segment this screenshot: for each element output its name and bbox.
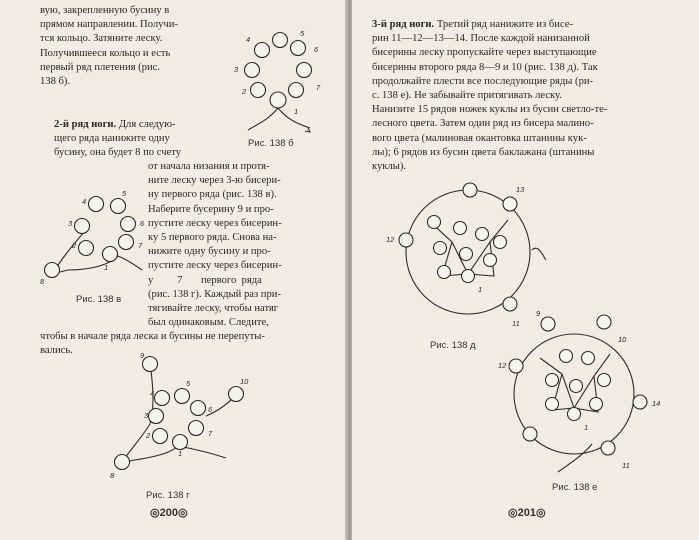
- row2-heading: 2-й ряд ноги.: [54, 119, 117, 130]
- bead: [229, 387, 244, 402]
- row2-paragraph-top: [54, 118, 181, 161]
- thread-line: [532, 248, 546, 260]
- left-page: [0, 0, 347, 540]
- bead: [115, 455, 130, 470]
- bead: [568, 408, 581, 421]
- bead-number: 7: [138, 241, 143, 250]
- text-line: куклы).: [372, 161, 407, 173]
- text-line: пустите леску через бисерин-: [148, 217, 282, 229]
- text-line: Получившееся кольцо и есть: [40, 47, 171, 59]
- bead: [541, 317, 555, 331]
- text-line: бусину, она будет 8 по счету: [54, 147, 182, 159]
- text-line: пустите леску через бисерин-: [148, 260, 282, 272]
- bead-number: 5: [122, 189, 127, 198]
- bead: [245, 63, 260, 78]
- bead: [273, 33, 288, 48]
- text-line: рин 11—12—13—14. После каждой нанизанной: [372, 33, 590, 45]
- bead: [494, 236, 507, 249]
- bead: [438, 266, 451, 279]
- bead: [289, 83, 304, 98]
- bead: [191, 401, 206, 416]
- bead: [546, 398, 559, 411]
- figure-138v-diagram: [38, 190, 148, 290]
- text-line: ку 5 первого ряда. Снова на-: [148, 232, 277, 244]
- page-number: ◎201◎: [508, 507, 546, 519]
- bead: [460, 248, 473, 261]
- text-line: Наберите бусерину 9 и про-: [148, 203, 274, 215]
- bead-number: 9: [140, 351, 145, 360]
- text-line: бисерины леску пропускайте через выступающие: [372, 47, 597, 59]
- bead: [484, 254, 497, 267]
- text-line: ну первого ряда (рис. 138 в).: [148, 189, 277, 201]
- bead: [523, 427, 537, 441]
- bead: [476, 228, 489, 241]
- bead: [149, 409, 164, 424]
- bead-number: 5: [186, 379, 191, 388]
- bead: [509, 359, 523, 373]
- bead: [601, 441, 615, 455]
- bead-number: 2: [146, 431, 151, 440]
- intro-paragraph: [40, 4, 178, 89]
- bead-number: 14: [652, 399, 661, 408]
- caption-fig-138d: Рис. 138 д: [430, 340, 476, 351]
- bead-number: 3: [234, 65, 239, 74]
- bead-number: 13: [516, 185, 525, 194]
- text-line: ните леску через 3-ю бисери-: [148, 175, 281, 187]
- thread-line: [248, 108, 310, 130]
- text-line: тягивайте леску, чтобы натяг: [148, 303, 279, 315]
- bead-number: 11: [512, 319, 520, 328]
- bead: [546, 374, 559, 387]
- text-line: вую, закрепленную бусину в: [40, 5, 170, 16]
- text-line: вались.: [40, 345, 73, 357]
- bead: [570, 380, 583, 393]
- bead: [255, 43, 270, 58]
- bead: [462, 270, 475, 283]
- text-line: 138 б).: [40, 76, 71, 88]
- bead: [582, 352, 595, 365]
- bead: [598, 374, 611, 387]
- bead-number: 4: [82, 197, 87, 206]
- text-line: щего ряда нанижите одну: [54, 133, 170, 145]
- text-line: чтобы в начале ряда леска и бусины не перепуты-: [40, 331, 265, 342]
- text-line: продолжайте плести все последующие ряды (ри-: [372, 75, 594, 87]
- bead: [119, 235, 134, 250]
- text-line: лесного цвета. Затем один ряд из бисера малино-: [372, 118, 594, 130]
- bead-number: 2: [72, 241, 77, 250]
- bead: [434, 242, 447, 255]
- bead: [463, 183, 477, 197]
- caption-fig-138v: Рис. 138 в: [76, 294, 122, 305]
- bead: [503, 297, 517, 311]
- text-line: лы); 6 рядов из бусин цвета баклажана (штанины: [372, 146, 595, 158]
- bead: [399, 233, 413, 247]
- thread-line: [122, 446, 178, 462]
- right-page: [352, 0, 699, 540]
- bead: [155, 391, 170, 406]
- caption-fig-138b: Рис. 138 б: [248, 138, 294, 149]
- text-line: Третий ряд нанижите из бисе-: [436, 19, 574, 30]
- bead-number: 2: [242, 87, 247, 96]
- row2-paragraph-indented: [148, 160, 282, 330]
- thread-line: [122, 364, 153, 462]
- text-line: у 7 первого ряда: [148, 274, 262, 286]
- bead-number: 12: [386, 235, 395, 244]
- text-line: вого цвета (малиновая окантовка штанины кук-: [372, 132, 587, 144]
- figure-138b-diagram: [228, 28, 328, 128]
- bead: [75, 219, 90, 234]
- bead-number: 4: [246, 35, 251, 44]
- text-line: первый ряд плетения (рис.: [40, 61, 161, 73]
- bead: [297, 63, 312, 78]
- bead: [143, 357, 158, 372]
- caption-fig-138e: Рис. 138 е: [552, 482, 598, 493]
- bead-number: 9: [536, 309, 541, 318]
- bead: [251, 83, 266, 98]
- figure-138g-diagram: [110, 350, 260, 490]
- bead: [633, 395, 647, 409]
- bead: [79, 241, 94, 256]
- bead: [270, 92, 286, 108]
- bead-number: 8: [110, 471, 115, 480]
- bead-number: 5: [300, 29, 305, 38]
- text-line: бисерины второго ряда 8—9 и 10 (рис. 138 д). Так: [372, 61, 598, 73]
- text-line: Нанизите 15 рядов ножек куклы из бусин светло-те-: [372, 104, 608, 116]
- figure-138d-diagram: [382, 180, 552, 330]
- bead-number: 1: [178, 449, 183, 458]
- bead-number: 12: [498, 361, 507, 370]
- row3-paragraph: [372, 18, 607, 174]
- bead-number: 10: [618, 335, 627, 344]
- bead: [173, 435, 188, 450]
- bead-number: 1: [294, 107, 299, 116]
- bead-number: 3: [144, 411, 149, 420]
- bead-number: 11: [622, 461, 630, 470]
- row3-heading: 3-й ряд ноги.: [372, 19, 435, 30]
- bead-number: 4: [150, 389, 155, 398]
- bead: [590, 398, 603, 411]
- bead-number: 10: [240, 377, 249, 386]
- bead-number: 1: [478, 285, 483, 294]
- bead: [454, 222, 467, 235]
- bead-number: 1: [584, 423, 589, 432]
- bead: [89, 197, 104, 212]
- text-line: прямом направлении. Получи-: [40, 19, 178, 31]
- bead: [189, 421, 204, 436]
- bead: [111, 199, 126, 214]
- text-line: нижите одну бусину и про-: [148, 246, 271, 258]
- bead-number: 6: [314, 45, 319, 54]
- bead-number: 6: [208, 405, 213, 414]
- text-line: тся кольцо. Затяните леску.: [40, 33, 163, 45]
- bead: [503, 197, 517, 211]
- bead-number: 8: [40, 277, 45, 286]
- bead: [597, 315, 611, 329]
- bead: [175, 389, 190, 404]
- text-line: (рис. 138 г). Каждый раз при-: [148, 288, 281, 300]
- bead: [291, 41, 306, 56]
- text-line: Для следую-: [118, 119, 176, 130]
- bead: [153, 429, 168, 444]
- bead: [121, 217, 136, 232]
- text-line: от начала низания и протя-: [148, 161, 270, 172]
- arrow-head: [305, 128, 310, 132]
- bead: [45, 263, 60, 278]
- bead-number: 1: [104, 263, 109, 272]
- bead-number: 7: [316, 83, 321, 92]
- bead-number: 6: [140, 219, 145, 228]
- bead-number: 7: [208, 429, 213, 438]
- page-number: ◎200◎: [150, 507, 188, 519]
- thread-line: [558, 444, 592, 472]
- bead: [560, 350, 573, 363]
- bead: [428, 216, 441, 229]
- caption-fig-138g: Рис. 138 г: [146, 490, 190, 501]
- text-line: с. 138 е). Не забывайте притягивать леску.: [372, 90, 562, 102]
- bead-number: 3: [68, 219, 73, 228]
- figure-138e-diagram: [492, 310, 672, 480]
- bead: [103, 247, 118, 262]
- text-line: был одинаковым. Следите,: [148, 317, 269, 329]
- thread-line: [118, 256, 142, 270]
